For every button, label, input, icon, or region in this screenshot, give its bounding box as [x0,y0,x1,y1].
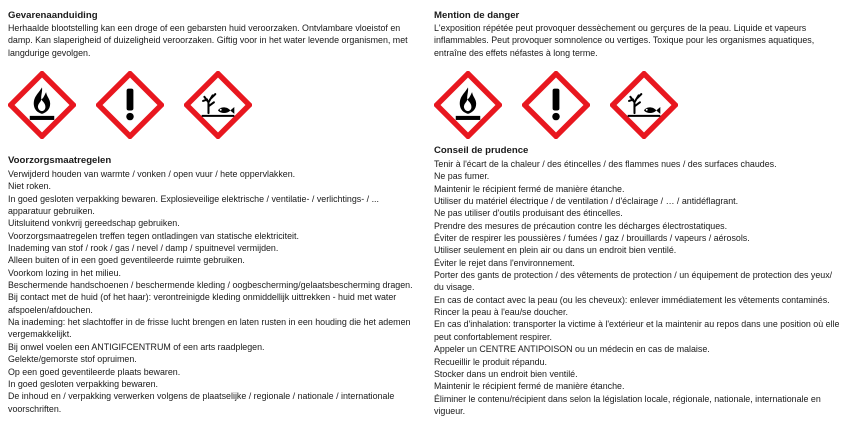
precaution-item: Niet roken. [8,181,51,192]
precaution-item: Ne pas fumer. [434,171,490,182]
precaution-item: Inademing van stof / rook / gas / nevel / damp / spuitnevel vermijden. [8,243,279,254]
precaution-item: Stocker dans un endroit bien ventilé. [434,368,578,379]
environment-icon [184,71,252,139]
flame-icon [434,71,502,139]
precaution-item: Na inademing: het slachtoffer in de frisse lucht brengen en laten rusten in een houding die het ademen vergemakkelijkt. [8,317,411,340]
precaution-item: Bij onwel voelen een ANTIGIFCENTRUM of een arts raadplegen. [8,341,265,352]
right-precautions [434,145,842,417]
precaution-item: En cas d'inhalation: transporter la victime à l'extérieur et la maintenir au repos dans une position où elle peut confortablement respirer. [434,319,840,342]
precaution-item: Appeler un CENTRE ANTIPOISON ou un médecin en cas de malaise. [434,344,710,355]
precaution-item: Alleen buiten of in een goed geventileerde ruimte gebruiken. [8,255,245,266]
precaution-item: Utiliser seulement en plein air ou dans un endroit bien ventilé. [434,245,677,256]
hazard-heading: Gevarenaanduiding [8,10,98,21]
precaution-item: Voorzorgsmaatregelen treffen tegen ontladingen van statische elektriciteit. [8,230,299,241]
precaution-item: Éviter le rejet dans l'environnement. [434,257,575,268]
hazard-heading: Mention de danger [434,10,520,21]
precaution-item: Uitsluitend vonkvrij gereedschap gebruiken. [8,218,180,229]
precaution-item: Beschermende handschoenen / beschermende kleding / oogbescherming/gelaatsbescherming dragen. [8,280,413,291]
exclamation-mark-icon [522,71,590,139]
precaution-list [8,168,416,415]
precaution-item: In goed gesloten verpakking bewaren. [8,378,158,389]
precaution-item: Ne pas utiliser d'outils produisant des étincelles. [434,208,623,219]
precaution-item: En cas de contact avec la peau (ou les cheveux): enlever immédiatement les vêtements contaminés. [434,294,830,305]
precaution-item: Éliminer le contenu/récipient dans selon la législation locale, régionale, nationale, internationale en vigueur. [434,393,821,416]
precaution-item: Tenir à l'écart de la chaleur / des étincelles / des flammes nues / des surfaces chaudes. [434,159,777,169]
pictogram-row [8,67,416,147]
hazard-statement: L'exposition répétée peut provoquer dessèchement ou gerçures de la peau. Liquide et vapeurs inflammables. Peut provoquer somnolence ou vertiges. Toxique pour les organismes aquatiques, entraîne des effets néfastes à long terme. [434,23,815,58]
precaution-heading: Conseil de prudence [434,145,529,156]
precaution-heading: Voorzorgsmaatregelen [8,155,112,166]
left-column-dutch [8,10,416,147]
precaution-item: Bij contact met de huid (of het haar): verontreinigde kleding onmiddellijk uittrekken - huid met water afspoelen/afdouchen. [8,292,397,315]
precaution-item: De inhoud en / verpakking verwerken volgens de plaatselijke / regionale / nationale / internationale voorschriften. [8,391,395,414]
right-column-french [434,10,842,147]
precaution-item: Utiliser du matériel électrique / de ventilation / d'éclairage / … / antidéflagrant. [434,196,739,207]
precaution-item: Maintenir le récipient fermé de manière étanche. [434,183,625,194]
precaution-item: Recueillir le produit répandu. [434,356,547,367]
precaution-item: Op een goed geventileerde plaats bewaren. [8,366,181,377]
precaution-item: Rincer la peau à l'eau/se doucher. [434,307,568,318]
precaution-item: Porter des gants de protection / des vêtements de protection / un équipement de protection des yeux/ du visage. [434,270,833,293]
flame-icon [8,71,76,139]
precaution-item: In goed gesloten verpakking bewaren. Explosieveilige elektrische / ventilatie- / verlichtings- / ... apparatuur gebruiken. [8,193,379,217]
precaution-item: Gelekte/gemorste stof opruimen. [8,354,137,365]
hazard-statement: Herhaalde blootstelling kan een droge of een gebarsten huid veroorzaken. Ontvlambare vloeistof en damp. Kan slaperigheid of duizeligheid veroorzaken. Giftig voor in het water levende organismen, met langdurige gevolgen. [8,23,408,58]
pictogram-row [434,67,842,147]
precaution-item: Verwijderd houden van warmte / vonken / open vuur / hete oppervlakken. [8,169,296,179]
precaution-item: Maintenir le récipient fermé de manière étanche. [434,381,625,392]
precaution-item: Éviter de respirer les poussières / fumées / gaz / brouillards / vapeurs / aérosols. [434,233,750,244]
precaution-item: Voorkom lozing in het milieu. [8,267,121,278]
precaution-item: Prendre des mesures de précaution contre les décharges électrostatiques. [434,220,728,231]
exclamation-mark-icon [96,71,164,139]
environment-icon [610,71,678,139]
left-precautions [8,155,416,415]
precaution-list [434,158,842,417]
